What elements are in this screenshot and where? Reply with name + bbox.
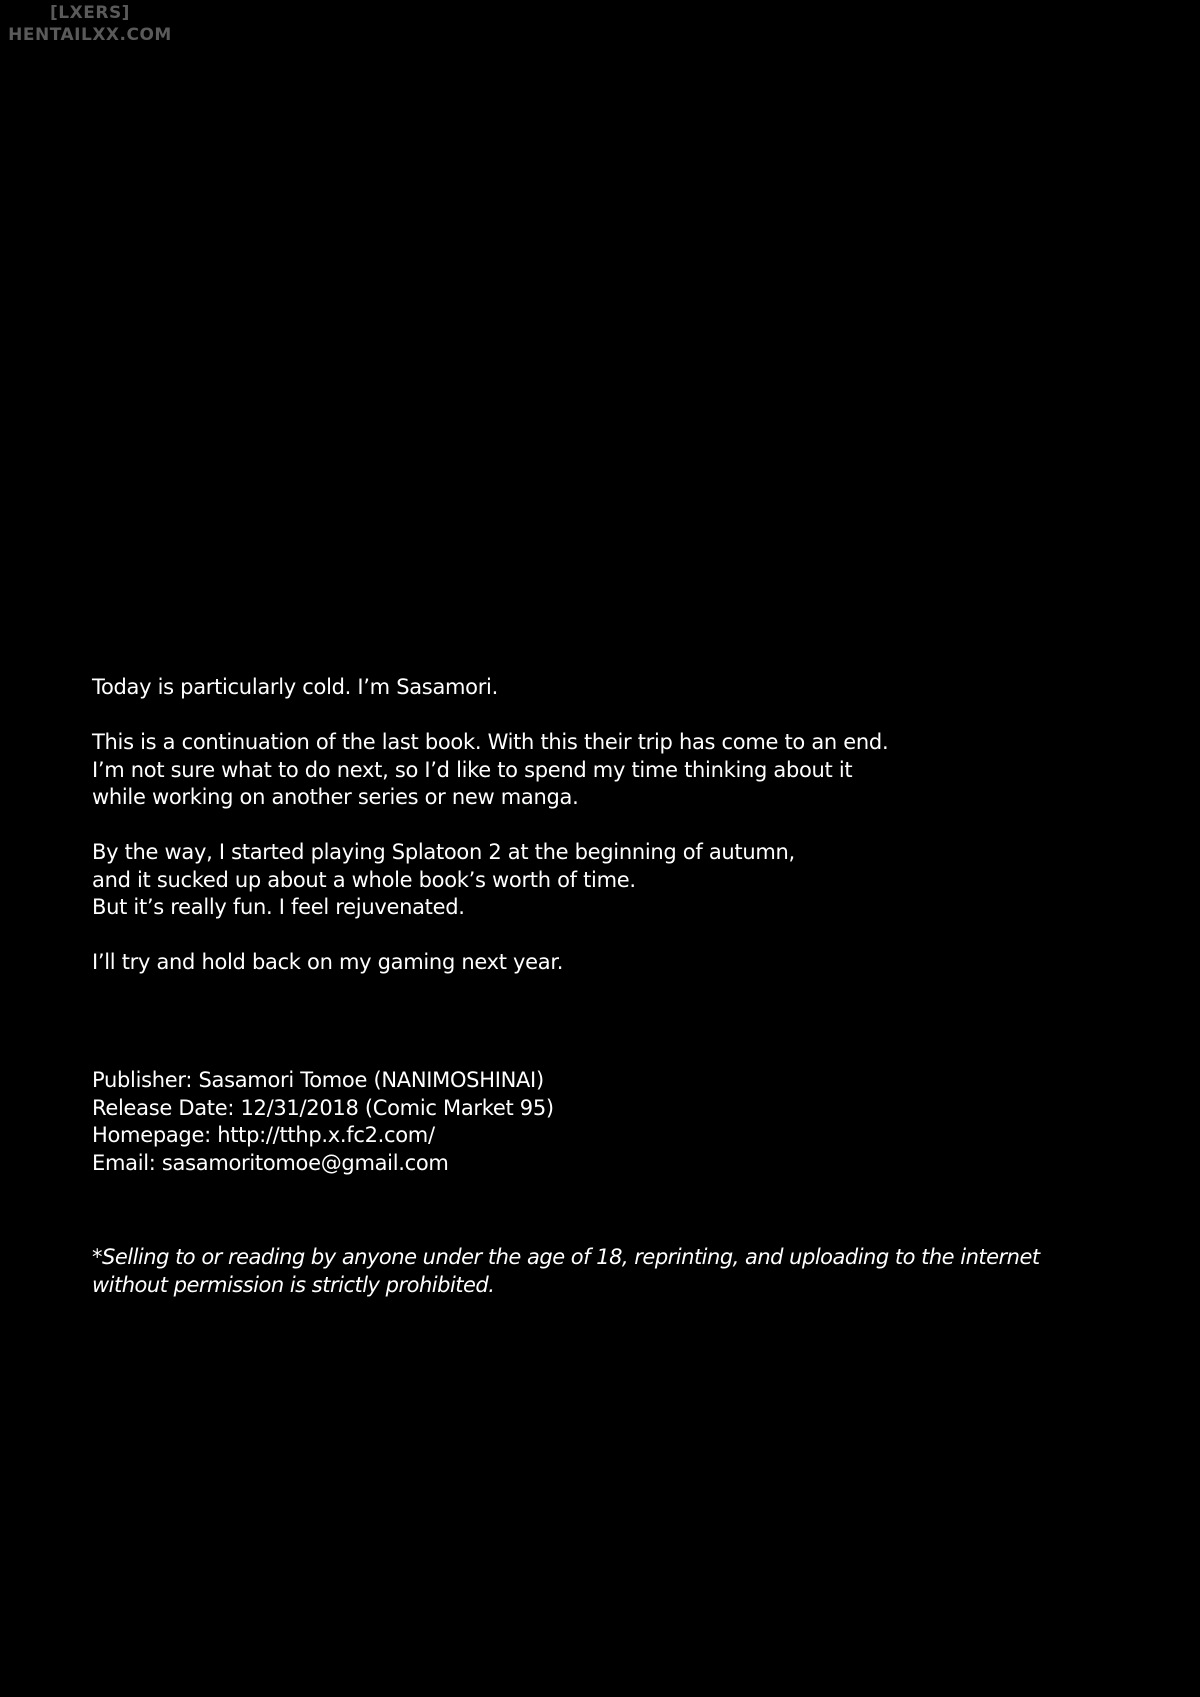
afterword-paragraph-3 [92, 839, 1132, 922]
colophon [92, 1067, 1132, 1177]
afterword [92, 674, 1132, 977]
afterword-line: This is a continuation of the last book. With this their trip has come to an end. [92, 730, 889, 754]
afterword-line: I’m not sure what to do next, so I’d like to spend my time thinking about it [92, 757, 853, 782]
homepage-line: Homepage: http://tthp.x.fc2.com/ [92, 1123, 435, 1148]
watermark [0, 2, 180, 46]
watermark-line-2: HENTAILXX.COM [8, 25, 172, 45]
afterword-line: and it sucked up about a whole book’s worth of time. [92, 867, 636, 892]
notice-line-2: without permission is strictly prohibited. [92, 1272, 495, 1297]
afterword-line: Today is particularly cold. I’m Sasamori. [92, 675, 498, 699]
afterword-line: while working on another series or new manga. [92, 785, 579, 809]
afterword-paragraph-1 [92, 674, 1132, 702]
afterword-line: But it’s really fun. I feel rejuvenated. [92, 895, 465, 919]
afterword-paragraph-2 [92, 729, 1132, 812]
publisher-line: Publisher: Sasamori Tomoe (NANIMOSHINAI) [92, 1068, 544, 1092]
email-line: Email: sasamoritomoe@gmail.com [92, 1150, 449, 1175]
release-date-line: Release Date: 12/31/2018 (Comic Market 95) [92, 1095, 554, 1120]
prohibition-notice [92, 1244, 1152, 1299]
watermark-line-1: [LXERS] [50, 3, 130, 23]
afterword-paragraph-4 [92, 949, 1132, 977]
afterword-line: By the way, I started playing Splatoon 2 at the beginning of autumn, [92, 840, 795, 864]
notice-line-1: *Selling to or reading by anyone under the age of 18, reprinting, and uploading to the internet [92, 1245, 1040, 1269]
afterword-line: I’ll try and hold back on my gaming next year. [92, 950, 564, 974]
